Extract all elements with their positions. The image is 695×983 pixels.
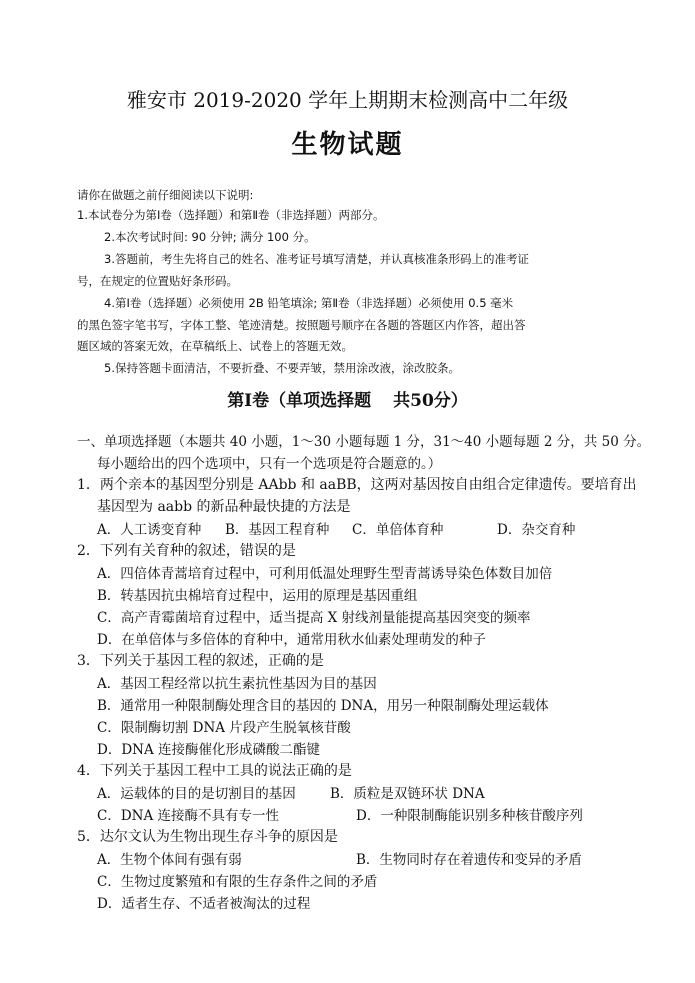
question-5-option-c: C．生物过度繁殖和有限的生存条件之间的矛盾	[97, 874, 378, 890]
question-2-option-d: D．在单倍体与多倍体的育种中，通常用秋水仙素处理萌发的种子	[97, 632, 486, 648]
question-2-option-a: A．四倍体青蒿培育过程中，可利用低温处理野生型青蒿诱导染色体数目加倍	[97, 566, 553, 582]
notice-intro: 请你在做题之前仔细阅读以下说明:	[77, 188, 254, 202]
question-3-option-d: D．DNA 连接酶催化形成磷酸二酯键	[97, 742, 321, 758]
question-4-option-a: A．运载体的目的是切割目的基因	[97, 786, 296, 802]
section-title-score: 共50分）	[393, 391, 468, 411]
question-2-option-c: C．高产青霉菌培育过程中，适当提高 X 射线剂量能提高基因突变的频率	[97, 610, 531, 626]
exam-title: 雅安市 2019-2020 学年上期期末检测高中二年级	[126, 88, 569, 112]
notice-item-3-cont: 号，在规定的位置贴好条形码。	[77, 274, 238, 288]
question-4-option-d: D．一种限制酶能识别多种核苷酸序列	[356, 808, 583, 824]
question-2-option-b: B．转基因抗虫棉培育过程中，运用的原理是基因重组	[97, 588, 418, 604]
section-instruction-cont: 每小题给出的四个选项中，只有一个选项是符合题意的。）	[97, 456, 442, 472]
question-4-stem: 4．下列关于基因工程中工具的说法正确的是	[77, 763, 352, 779]
question-1-option-c: C．单倍体育种	[352, 522, 444, 538]
section-instruction: 一、单项选择题（本题共 40 小题，1～30 小题每题 1 分，31～40 小题每题 2 分，共 50 分。	[77, 434, 651, 450]
notice-item-4: 4.第Ⅰ卷（选择题）必须使用 2B 铅笔填涂; 第Ⅱ卷（非选择题）必须使用 0.5 毫米	[104, 296, 514, 310]
section-title-main: 第Ⅰ卷（单项选择题	[227, 391, 372, 411]
question-4-option-c: C．DNA 连接酶不具有专一性	[97, 808, 280, 824]
section-title	[0, 386, 695, 411]
question-1-option-d: D．杂交育种	[497, 522, 576, 538]
exam-subject: 生物试题	[291, 130, 404, 160]
question-1-stem-cont: 基因型为 aabb 的新品种最快捷的方法是	[97, 499, 351, 515]
question-3-option-c: C．限制酶切割 DNA 片段产生脱氧核苷酸	[97, 720, 351, 736]
question-2-stem: 2．下列有关育种的叙述，错误的是	[77, 543, 296, 559]
question-3-option-b: B．通常用一种限制酶处理含目的基因的 DNA，用另一种限制酶处理运载体	[97, 698, 549, 714]
notice-item-2: 2.本次考试时间: 90 分钟; 满分 100 分。	[104, 230, 316, 244]
question-5-stem: 5．达尔文认为生物出现生存斗争的原因是	[77, 829, 338, 845]
question-5-option-a: A．生物个体间有强有弱	[97, 852, 242, 868]
question-1-option-a: A．人工诱变育种	[97, 522, 202, 538]
notice-item-4-cont-2: 题区域的答案无效，在草稿纸上、试卷上的答题无效。	[77, 339, 353, 353]
notice-item-5: 5.保持答题卡面清洁，不要折叠、不要弄皱，禁用涂改液，涂改胶条。	[104, 361, 460, 375]
question-1-option-b: B．基因工程育种	[225, 522, 330, 538]
question-5-option-b: B．生物同时存在着遗传和变异的矛盾	[356, 852, 582, 868]
notice-item-3: 3.答题前，考生先将自己的姓名、准考证号填写清楚，并认真核准条形码上的准考证	[104, 252, 529, 266]
question-5-option-d: D．适者生存、不适者被淘汰的过程	[97, 896, 311, 912]
question-3-option-a: A．基因工程经常以抗生素抗性基因为目的基因	[97, 676, 377, 692]
question-3-stem: 3．下列关于基因工程的叙述，正确的是	[77, 653, 324, 669]
notice-item-1: 1.本试卷分为第Ⅰ卷（选择题）和第Ⅱ卷（非选择题）两部分。	[77, 208, 385, 222]
question-1-stem: 1．两个亲本的基因型分别是 AAbb 和 aaBB，这两对基因按自由组合定律遗传。要培育出	[77, 477, 637, 493]
question-4-option-b: B．质粒是双链环状 DNA	[330, 786, 485, 802]
notice-item-4-cont-1: 的黑色签字笔书写，字体工整、笔迹清楚。按照题号顺序在各题的答题区内作答，超出答	[77, 318, 526, 332]
